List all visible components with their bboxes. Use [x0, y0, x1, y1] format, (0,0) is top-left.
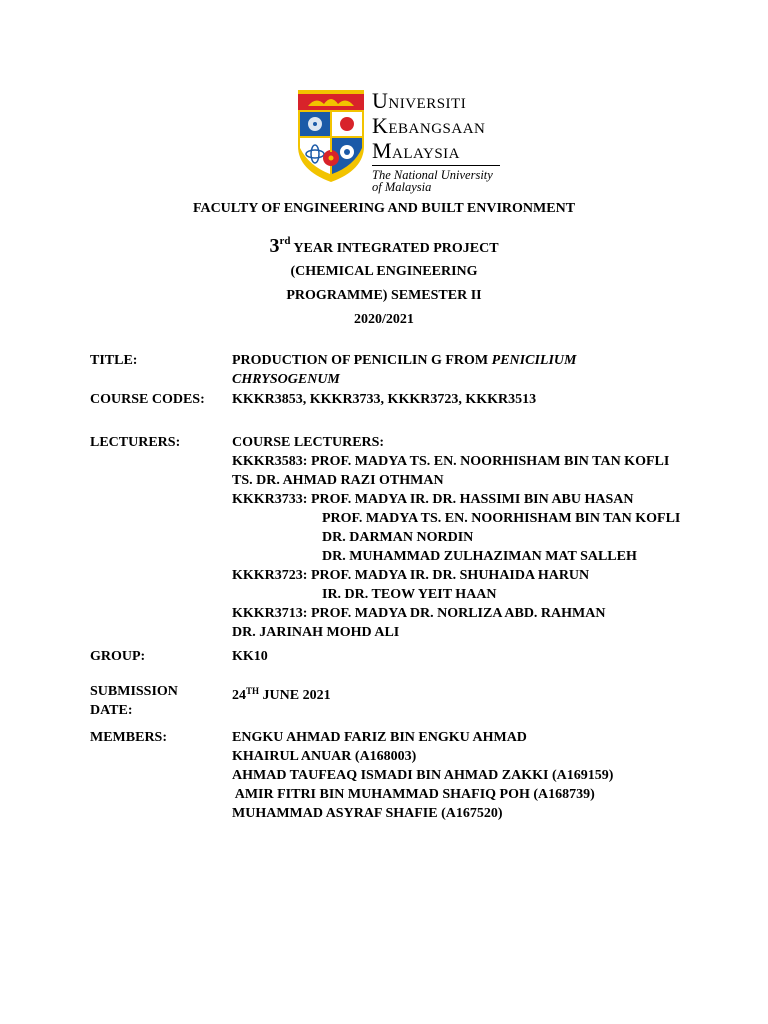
title-value-italic-2: CHRYSOGENUM: [232, 372, 340, 387]
year-heading: [0, 235, 768, 258]
member-line: MUHAMMAD ASYRAF SHAFIE (A167520): [232, 806, 503, 821]
lecturer-line: TS. DR. AHMAD RAZI OTHMAN: [232, 473, 444, 488]
university-name-line3: Malaysia: [372, 138, 461, 163]
course-codes-value: KKKR3853, KKKR3733, KKKR3723, KKKR3513: [232, 392, 537, 407]
members-list: [232, 728, 732, 823]
university-subtitle-line2: of Malaysia: [372, 180, 432, 194]
submission-day: 24: [232, 688, 246, 703]
member-line: KHAIRUL ANUAR (A168003): [232, 749, 417, 764]
year-number: 3: [269, 235, 280, 257]
member-line: AMIR FITRI BIN MUHAMMAD SHAFIQ POH (A168739): [232, 787, 595, 802]
university-name-line2: Kebangsaan: [372, 113, 486, 138]
submission-label-line2: DATE:: [90, 703, 133, 718]
course-codes-label: COURSE CODES:: [90, 392, 205, 407]
faculty-heading: FACULTY OF ENGINEERING AND BUILT ENVIRONMENT: [192, 201, 576, 216]
submission-label-line1: SUBMISSION: [90, 684, 178, 699]
title-value: [232, 351, 732, 389]
programme-line1: (CHEMICAL ENGINEERING: [290, 264, 478, 279]
lecturers-heading: COURSE LECTURERS:: [232, 435, 385, 450]
submission-day-suffix: TH: [246, 686, 260, 696]
member-line: AHMAD TAUFEAQ ISMADI BIN AHMAD ZAKKI (A169159): [232, 768, 614, 783]
lecturers-list: [232, 433, 732, 642]
submission-date-label: [90, 682, 225, 720]
group-label: GROUP:: [90, 649, 146, 664]
title-value-plain: PRODUCTION OF PENICILIN G FROM: [232, 353, 492, 368]
university-subtitle-line1: The National University: [372, 168, 493, 182]
lecturer-line: KKKR3713: PROF. MADYA DR. NORLIZA ABD. RAHMAN: [232, 606, 606, 621]
year-suffix: rd: [279, 235, 291, 247]
lecturer-line: KKKR3733: PROF. MADYA IR. DR. HASSIMI BIN ABU HASAN: [232, 492, 634, 507]
lecturer-line: IR. DR. TEOW YEIT HAAN: [322, 587, 497, 602]
lecturer-line: KKKR3583: PROF. MADYA TS. EN. NOORHISHAM BIN TAN KOFLI: [232, 454, 670, 469]
lecturer-line: DR. JARINAH MOHD ALI: [232, 625, 400, 640]
ukm-crest-logo: [294, 88, 368, 189]
member-line: ENGKU AHMAD FARIZ BIN ENGKU AHMAD: [232, 730, 527, 745]
group-value: KK10: [232, 649, 268, 664]
university-name-block: [372, 88, 500, 193]
lecturer-line: DR. DARMAN NORDIN: [322, 530, 474, 545]
session-year: 2020/2021: [354, 312, 414, 327]
programme-line2: PROGRAMME) SEMESTER II: [286, 288, 482, 303]
submission-month-year: JUNE 2021: [259, 688, 331, 703]
lecturer-line: DR. MUHAMMAD ZULHAZIMAN MAT SALLEH: [322, 549, 637, 564]
title-label: TITLE:: [90, 353, 138, 368]
members-label: MEMBERS:: [90, 730, 167, 745]
year-heading-text: YEAR INTEGRATED PROJECT: [290, 241, 499, 256]
university-divider: [372, 165, 500, 166]
lecturer-line: KKKR3723: PROF. MADYA IR. DR. SHUHAIDA HARUN: [232, 568, 590, 583]
lecturers-label: LECTURERS:: [90, 435, 181, 450]
university-name-line1: Universiti: [372, 88, 467, 113]
title-value-italic-1: PENICILIUM: [491, 353, 577, 368]
submission-date-value: [232, 682, 732, 705]
lecturer-line: PROF. MADYA TS. EN. NOORHISHAM BIN TAN KOFLI: [322, 511, 681, 526]
